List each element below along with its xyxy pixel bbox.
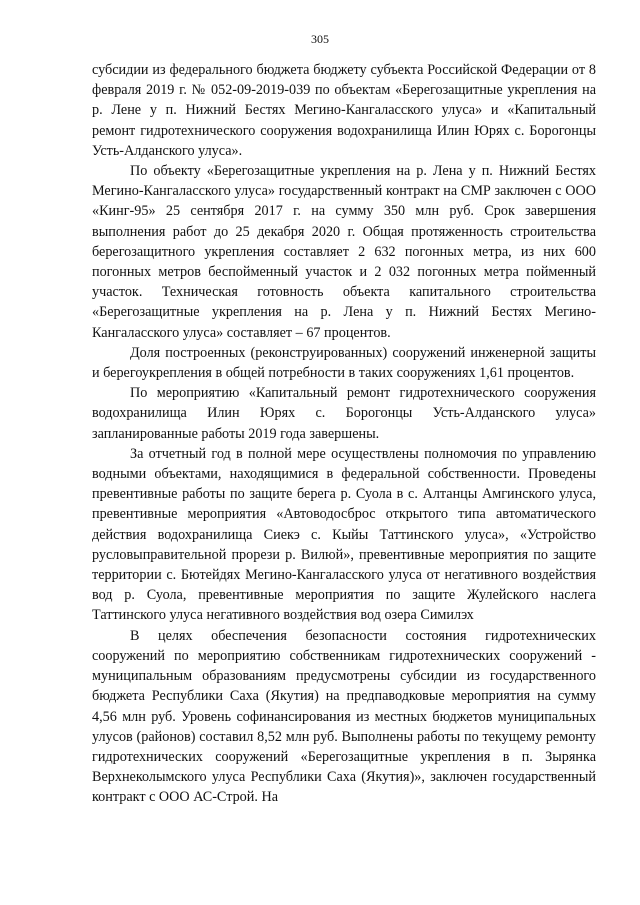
paragraph: субсидии из федерального бюджета бюджету субъекта Российской Федерации от 8 февраля 2019 г. № 052-09-2019-039 по объектам «Берегозащитные укрепления на р. Лене у п. Нижний Бестях Мегино-Кангаласского улуса» и «Капитальный ремонт гидротехнического сооружения водохранилища Илин Юрях с. Борогонцы Усть-Алданского улуса». — [92, 62, 596, 159]
paragraph: По мероприятию «Капитальный ремонт гидротехнического сооружения водохранилища Илин Юрях с. Борогонцы Усть-Алданского улуса» запланированные работы 2019 года завершены. — [92, 385, 596, 442]
paragraph: Доля построенных (реконструированных) сооружений инженерной защиты и берегоукрепления в общей потребности в таких сооружениях 1,61 процентов. — [92, 344, 596, 382]
paragraph: По объекту «Берегозащитные укрепления на р. Лена у п. Нижний Бестях Мегино-Кангаласского улуса» государственный контракт на СМР заключен с ООО «Кинг-95» 25 сентября 2017 г. на сумму 350 млн руб. Срок завершения выполнения работ до 25 декабря 2020 г. Общая протяженность строительства берегозащитного укрепления составляет 2 632 погонных метра, из них 600 погонных метров беспойменный участок и 2 032 погонных метра пойменный участок. Техническая готовность объекта капитального строительства «Берегозащитные укрепления на р. Лена у п. Нижний Бестях Мегино-Кангаласского улуса» составляет – 67 процентов. — [92, 163, 596, 341]
document-body — [92, 60, 596, 808]
paragraph: За отчетный год в полной мере осуществлены полномочия по управлению водными объектами, находящимися в федеральной собственности. Проведены превентивные работы по защите берега р. Суола в с. Алтанцы Амгинского улуса, превентивные мероприятия «Автоводосброс открытого типа автоматического действия водохранилища Сиекэ с. Кыйы Таттинского улуса», «Устройство русловыправительной прорези р. Вилюй», превентивные мероприятия по защите территории с. Бютейдях Мегино-Кангаласского улуса от негативного воздействия вод р. Суола, превентивные мероприятия по защите Жулейского наслега Таттинского улуса негативного воздействия вод озера Симилэх — [92, 445, 596, 624]
paragraph: В целях обеспечения безопасности состояния гидротехнических сооружений по мероприятию собственникам гидротехнических сооружений - муниципальным образованиям предусмотрены субсидии из государственного бюджета Республики Саха (Якутия) на предпаводковые мероприятия на сумму 4,56 млн руб. Уровень софинансирования из местных бюджетов муниципальных улусов (районов) составил 8,52 млн руб. Выполнены работы по текущему ремонту гидротехнических сооружений «Берегозащитные укрепления в п. Зырянка Верхнеколымского улуса Республики Саха (Якутия)», заключен государственный контракт с ООО АС-Строй. На — [92, 627, 596, 806]
page-number: 305 — [311, 32, 329, 46]
